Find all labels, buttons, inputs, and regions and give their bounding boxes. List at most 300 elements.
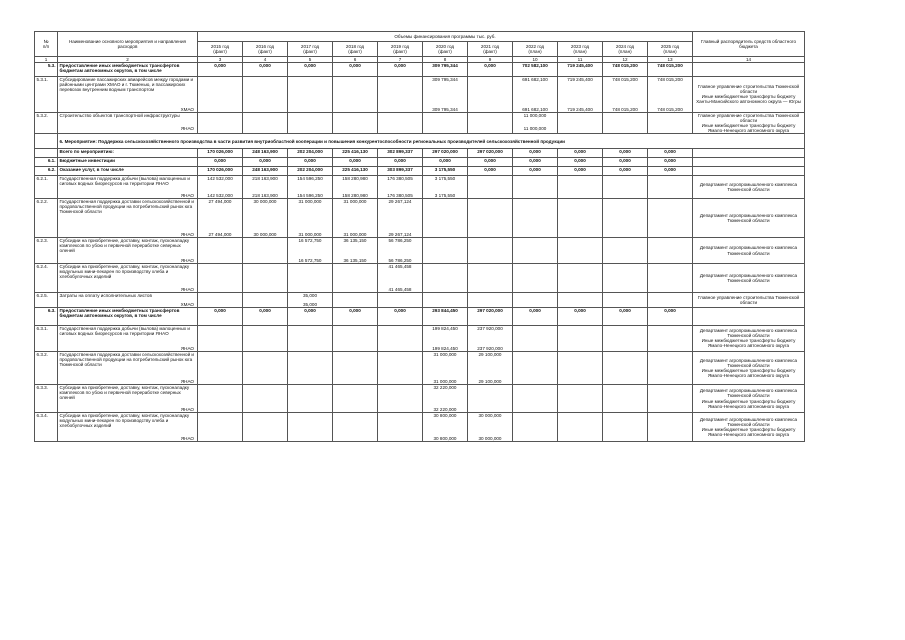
value-cell: 3 175,550 <box>423 167 468 176</box>
value-cell: 0,000 <box>513 167 558 176</box>
value-cell <box>288 263 333 287</box>
value-cell <box>513 263 558 287</box>
table-row <box>35 112 805 126</box>
row-number: 6.3.1. <box>35 326 58 352</box>
value-cell: 142 532,000 <box>198 193 243 199</box>
value-cell <box>513 198 558 232</box>
value-cell: 56 786,250 <box>378 258 423 264</box>
value-cell: 35,000 <box>288 302 333 308</box>
value-cell: 248 163,900 <box>243 149 288 158</box>
value-cell <box>513 326 558 346</box>
table-row <box>35 63 805 77</box>
value-cell: 0,000 <box>468 167 513 176</box>
value-cell <box>603 326 648 346</box>
value-cell <box>513 176 558 193</box>
value-cell <box>198 293 243 302</box>
value-cell: 41 465,458 <box>378 263 423 287</box>
value-cell: 170 026,000 <box>198 149 243 158</box>
value-cell <box>468 112 513 126</box>
header-year: 2018 год (факт) <box>333 42 378 57</box>
value-cell <box>378 412 423 436</box>
value-cell <box>603 238 648 258</box>
value-cell <box>468 198 513 232</box>
value-cell <box>378 385 423 407</box>
value-cell: 702 582,100 <box>513 63 558 77</box>
value-cell: 11 000,000 <box>513 112 558 126</box>
column-number: 7 <box>378 57 423 63</box>
distributor-cell <box>693 158 805 167</box>
value-cell <box>288 436 333 442</box>
value-cell <box>513 412 558 436</box>
value-cell <box>513 385 558 407</box>
value-cell <box>603 126 648 133</box>
value-cell <box>243 126 288 133</box>
value-cell: 303 899,337 <box>378 167 423 176</box>
value-cell: 0,000 <box>648 149 693 158</box>
column-number: 14 <box>693 57 805 63</box>
header-year: 2015 год (факт) <box>198 42 243 57</box>
value-cell <box>378 77 423 107</box>
distributor-cell <box>693 63 805 77</box>
value-cell <box>648 385 693 407</box>
value-cell <box>198 77 243 107</box>
value-cell <box>198 238 243 258</box>
value-cell: 0,000 <box>288 158 333 167</box>
value-cell: 297 020,000 <box>468 149 513 158</box>
value-cell <box>243 385 288 407</box>
value-cell <box>558 176 603 193</box>
value-cell: 176 380,505 <box>378 193 423 199</box>
distributor-cell: Департамент агропромышленного комплекса Тюменской области Иные межбюджетные трансферты бюджету Ямало-Ненецкого автономного округа <box>693 412 805 442</box>
value-cell: 158 280,980 <box>333 193 378 199</box>
value-cell <box>468 126 513 133</box>
value-cell <box>378 112 423 126</box>
value-cell <box>378 351 423 379</box>
distributor-cell: Департамент агропромышленного комплекса Тюменской области Иные межбюджетные трансферты бюджету Ямало-Ненецкого автономного округа <box>693 326 805 352</box>
value-cell: 0,000 <box>243 63 288 77</box>
value-cell: 56 786,250 <box>378 238 423 258</box>
table-row <box>35 308 805 326</box>
value-cell <box>333 385 378 407</box>
value-cell <box>333 351 378 379</box>
value-cell: 0,000 <box>333 158 378 167</box>
value-cell <box>243 77 288 107</box>
value-cell: 32 220,000 <box>423 385 468 407</box>
column-number: 3 <box>198 57 243 63</box>
header-year: 2024 год (план) <box>603 42 648 57</box>
value-cell: 3 175,550 <box>423 176 468 193</box>
value-cell: 31 000,000 <box>333 198 378 232</box>
row-number: 6.3.4. <box>35 412 58 442</box>
value-cell <box>468 176 513 193</box>
value-cell <box>513 351 558 379</box>
value-cell: 202 204,000 <box>288 167 333 176</box>
value-cell: 225 416,130 <box>333 149 378 158</box>
table-row <box>35 176 805 193</box>
value-cell: 0,000 <box>603 308 648 326</box>
table-row <box>35 238 805 258</box>
value-cell <box>198 326 243 346</box>
value-cell <box>513 436 558 442</box>
value-cell <box>468 293 513 302</box>
row-name: Предоставление иных межбюджетных трансфертов бюджетам автономных округов, в том числе <box>58 63 198 77</box>
value-cell: 0,000 <box>288 308 333 326</box>
value-cell: 0,000 <box>648 167 693 176</box>
value-cell: 176 380,505 <box>378 176 423 193</box>
value-cell <box>333 263 378 287</box>
table-row <box>35 412 805 436</box>
row-number <box>35 149 58 158</box>
value-cell: 237 920,000 <box>468 326 513 346</box>
value-cell: 199 824,450 <box>423 346 468 352</box>
row-name: Всего по мероприятию: <box>58 149 198 158</box>
value-cell: 0,000 <box>288 63 333 77</box>
section-title: 6. Мероприятие: Поддержка сельскохозяйственного производства в части развития внутриобластной кооперации и повышения конкурентоспособности региональных производителей сельскохозяйственной продукции <box>58 134 805 149</box>
value-cell: 719 245,400 <box>558 77 603 107</box>
value-cell <box>423 112 468 126</box>
row-number: 6.3.2. <box>35 351 58 385</box>
table-row <box>35 293 805 302</box>
row-number: 5.3.2. <box>35 112 58 133</box>
column-number: 12 <box>603 57 648 63</box>
header-distributor: Главный распорядитель средств областного бюджета <box>693 32 805 57</box>
value-cell: 27 494,000 <box>198 232 243 238</box>
value-cell <box>423 198 468 232</box>
value-cell: 0,000 <box>648 308 693 326</box>
distributor-cell: Департамент агропромышленного комплекса Тюменской области <box>693 263 805 293</box>
value-cell <box>198 385 243 407</box>
value-cell <box>603 385 648 407</box>
value-cell <box>513 293 558 302</box>
value-cell: 218 163,900 <box>243 176 288 193</box>
value-cell <box>603 176 648 193</box>
table-row-total <box>35 436 805 442</box>
value-cell: 293 844,450 <box>423 308 468 326</box>
table-cell <box>35 134 58 149</box>
row-number: 6.3.3. <box>35 385 58 413</box>
header-year: 2023 год (план) <box>558 42 603 57</box>
region-label: ЯНАО <box>58 193 198 199</box>
value-cell <box>333 293 378 302</box>
value-cell <box>558 126 603 133</box>
row-number: 6.2.2. <box>35 198 58 238</box>
value-cell: 158 280,980 <box>333 176 378 193</box>
value-cell: 0,000 <box>378 63 423 77</box>
value-cell <box>468 238 513 258</box>
value-cell: 748 015,200 <box>603 63 648 77</box>
row-name: Строительство объектов транспортной инфраструктуры <box>58 112 198 126</box>
value-cell: 0,000 <box>468 158 513 167</box>
value-cell: 29 267,124 <box>378 232 423 238</box>
column-number: 1 <box>35 57 58 63</box>
value-cell: 0,000 <box>198 63 243 77</box>
value-cell <box>423 238 468 258</box>
value-cell: 32 220,000 <box>423 407 468 413</box>
value-cell: 11 000,000 <box>513 126 558 133</box>
value-cell: 719 245,400 <box>558 107 603 113</box>
row-name: Государственная поддержка добычи (вылова) малоценных и сиговых водных биоресурсов на территории ЯНАО <box>58 326 198 346</box>
row-name: Субсидирование пассажирских авиарейсов между городами и районными центрами ХМАО и г. Тюменью, и пассажирских перевозок внутренним водным транспортом <box>58 77 198 107</box>
value-cell: 30 000,000 <box>243 198 288 232</box>
value-cell <box>243 326 288 346</box>
value-cell <box>378 326 423 346</box>
value-cell: 0,000 <box>558 158 603 167</box>
value-cell: 31 000,000 <box>288 198 333 232</box>
value-cell <box>198 351 243 379</box>
column-number: 6 <box>333 57 378 63</box>
table-row <box>35 326 805 346</box>
value-cell: 0,000 <box>513 308 558 326</box>
value-cell <box>243 436 288 442</box>
value-cell <box>558 198 603 232</box>
value-cell: 309 795,344 <box>423 63 468 77</box>
value-cell: 142 532,000 <box>198 176 243 193</box>
value-cell: 0,000 <box>648 158 693 167</box>
value-cell: 297 020,000 <box>468 308 513 326</box>
value-cell: 0,000 <box>468 63 513 77</box>
header-year: 2019 год (факт) <box>378 42 423 57</box>
value-cell <box>423 263 468 287</box>
value-cell <box>333 326 378 346</box>
value-cell: 16 572,750 <box>288 238 333 258</box>
value-cell <box>468 385 513 407</box>
value-cell: 691 682,100 <box>513 107 558 113</box>
value-cell <box>243 351 288 379</box>
value-cell <box>603 293 648 302</box>
value-cell: 30 000,000 <box>468 412 513 436</box>
distributor-cell: Департамент агропромышленного комплекса Тюменской области Иные межбюджетные трансферты бюджету Ямало-Ненецкого автономного округа <box>693 385 805 413</box>
value-cell <box>648 126 693 133</box>
value-cell <box>468 263 513 287</box>
column-number: 13 <box>648 57 693 63</box>
value-cell: 748 015,200 <box>603 107 648 113</box>
value-cell: 0,000 <box>333 63 378 77</box>
value-cell <box>648 238 693 258</box>
region-label: ЯНАО <box>58 379 198 385</box>
table-row <box>35 385 805 407</box>
header-name: Наименование основного мероприятия и направления расходов <box>58 32 198 57</box>
row-name: Предоставление иных межбюджетных трансфертов бюджетам автономных округов, в том числе <box>58 308 198 326</box>
value-cell <box>648 351 693 379</box>
value-cell: 309 795,344 <box>423 107 468 113</box>
value-cell: 0,000 <box>558 167 603 176</box>
column-number: 4 <box>243 57 288 63</box>
value-cell: 0,000 <box>603 167 648 176</box>
value-cell <box>378 126 423 133</box>
value-cell: 170 026,000 <box>198 167 243 176</box>
row-name: Государственная поддержка доставки сельскохозяйственной и продовольственной продукции на потребительский рынок юга Тюменской области <box>58 351 198 379</box>
value-cell: 29 100,000 <box>468 379 513 385</box>
distributor-cell: Главное управление строительства Тюменской области Иные межбюджетные трансферты бюджету Ханты-Мансийского автономного округа — Югры <box>693 77 805 113</box>
value-cell: 29 100,000 <box>468 351 513 379</box>
header-no: № п/п <box>35 32 58 57</box>
value-cell <box>333 436 378 442</box>
table-row <box>35 149 805 158</box>
value-cell: 31 000,000 <box>423 379 468 385</box>
value-cell <box>648 326 693 346</box>
value-cell <box>648 436 693 442</box>
header-year: 2017 год (факт) <box>288 42 333 57</box>
region-label: ЯНАО <box>58 126 198 133</box>
row-number: 6.1. <box>35 158 58 167</box>
value-cell: 27 494,000 <box>198 198 243 232</box>
value-cell <box>558 326 603 346</box>
distributor-cell: Департамент агропромышленного комплекса Тюменской области <box>693 238 805 264</box>
value-cell: 0,000 <box>243 308 288 326</box>
value-cell: 16 572,750 <box>288 258 333 264</box>
value-cell <box>603 351 648 379</box>
value-cell <box>558 238 603 258</box>
value-cell: 154 596,250 <box>288 193 333 199</box>
value-cell <box>603 263 648 287</box>
value-cell <box>333 112 378 126</box>
row-name: Субсидии на приобретение, доставку, монтаж, пусконаладку модульных мини-пекарен по производству хлеба и хлебобулочных изделий <box>58 412 198 436</box>
table-row <box>35 77 805 107</box>
region-label: ХМАО <box>58 107 198 113</box>
column-number: 9 <box>468 57 513 63</box>
distributor-cell <box>693 308 805 326</box>
column-number: 10 <box>513 57 558 63</box>
value-cell: 0,000 <box>558 308 603 326</box>
row-name: Субсидии на приобретение, доставку, монтаж, пусконаладку комплексов по убою и первичной переработке северных оленей <box>58 385 198 407</box>
table-row <box>35 263 805 287</box>
value-cell <box>333 412 378 436</box>
region-label: ЯНАО <box>58 258 198 264</box>
value-cell: 154 596,250 <box>288 176 333 193</box>
row-name: Субсидии на приобретение, доставку, монтаж, пусконаладку комплексов по убою и первичной переработке северных оленей <box>58 238 198 258</box>
header-year: 2025 год (план) <box>648 42 693 57</box>
value-cell <box>603 412 648 436</box>
value-cell: 691 682,100 <box>513 77 558 107</box>
column-number: 11 <box>558 57 603 63</box>
region-label: ЯНАО <box>58 407 198 413</box>
value-cell: 0,000 <box>198 158 243 167</box>
value-cell <box>603 112 648 126</box>
table-row <box>35 198 805 232</box>
value-cell <box>198 436 243 442</box>
value-cell <box>558 385 603 407</box>
table-row <box>35 167 805 176</box>
value-cell: 297 020,000 <box>423 149 468 158</box>
value-cell: 30 800,000 <box>423 436 468 442</box>
value-cell <box>423 126 468 133</box>
table-row <box>35 158 805 167</box>
value-cell <box>378 293 423 302</box>
distributor-cell: Департамент агропромышленного комплекса Тюменской области <box>693 198 805 238</box>
distributor-cell: Главное управление строительства Тюменской области <box>693 293 805 308</box>
value-cell <box>288 77 333 107</box>
value-cell: 0,000 <box>423 158 468 167</box>
value-cell <box>558 112 603 126</box>
region-label: ЯНАО <box>58 287 198 293</box>
value-cell <box>288 385 333 407</box>
value-cell <box>558 351 603 379</box>
value-cell <box>648 293 693 302</box>
value-cell: 35,000 <box>288 293 333 302</box>
value-cell: 41 465,458 <box>378 287 423 293</box>
distributor-cell <box>693 149 805 158</box>
value-cell: 0,000 <box>513 158 558 167</box>
row-number: 5.3. <box>35 63 58 77</box>
value-cell <box>198 112 243 126</box>
value-cell <box>558 293 603 302</box>
value-cell <box>198 412 243 436</box>
value-cell: 3 175,550 <box>423 193 468 199</box>
value-cell <box>648 198 693 232</box>
header-row <box>35 32 805 42</box>
table-row-total <box>35 126 805 133</box>
value-cell: 0,000 <box>558 149 603 158</box>
row-name: Бюджетные инвестиции <box>58 158 198 167</box>
value-cell: 0,000 <box>513 149 558 158</box>
value-cell <box>198 263 243 287</box>
value-cell: 199 824,450 <box>423 326 468 346</box>
value-cell <box>603 198 648 232</box>
value-cell: 302 899,337 <box>378 149 423 158</box>
header-year: 2016 год (факт) <box>243 42 288 57</box>
distributor-cell: Департамент агропромышленного комплекса Тюменской области Иные межбюджетные трансферты бюджету Ямало-Ненецкого автономного округа <box>693 351 805 385</box>
section-row <box>35 134 805 149</box>
value-cell: 248 163,900 <box>243 167 288 176</box>
value-cell: 30 000,000 <box>243 232 288 238</box>
row-name: Затраты на оплату исполнительных листов <box>58 293 198 302</box>
value-cell <box>378 436 423 442</box>
value-cell <box>603 436 648 442</box>
value-cell: 36 135,150 <box>333 238 378 258</box>
value-cell: 30 800,000 <box>423 412 468 436</box>
value-cell <box>243 263 288 287</box>
row-number: 6.2.3. <box>35 238 58 264</box>
value-cell: 0,000 <box>603 149 648 158</box>
value-cell: 218 163,900 <box>243 193 288 199</box>
value-cell <box>333 77 378 107</box>
column-number: 2 <box>58 57 198 63</box>
value-cell: 29 267,124 <box>378 198 423 232</box>
distributor-cell <box>693 167 805 176</box>
row-name: Государственная поддержка добычи (вылова) малоценных и сиговых водных биоресурсов на территории ЯНАО <box>58 176 198 193</box>
value-cell <box>243 293 288 302</box>
row-name: Государственная поддержка доставки сельскохозяйственной и продовольственной продукции на потребительский рынок юга Тюменской области <box>58 198 198 232</box>
value-cell <box>648 263 693 287</box>
value-cell <box>198 126 243 133</box>
value-cell: 30 000,000 <box>468 436 513 442</box>
value-cell <box>648 412 693 436</box>
row-number: 6.2.1. <box>35 176 58 199</box>
row-number: 5.3.1. <box>35 77 58 113</box>
header-year: 2020 год (факт) <box>423 42 468 57</box>
value-cell: 31 000,000 <box>423 351 468 379</box>
row-number: 6.2.5. <box>35 293 58 308</box>
header-funding: Объемы финансирования программы тыс. руб. <box>198 32 693 42</box>
value-cell: 748 015,200 <box>648 107 693 113</box>
value-cell: 0,000 <box>378 308 423 326</box>
value-cell <box>288 126 333 133</box>
value-cell: 748 015,200 <box>648 63 693 77</box>
value-cell: 237 920,000 <box>468 346 513 352</box>
region-label: ЯНАО <box>58 436 198 442</box>
header-year: 2022 год (план) <box>513 42 558 57</box>
distributor-cell: Главное управление строительства Тюменской области Иные межбюджетные трансферты бюджету Ямало-Ненецкого автономного округа <box>693 112 805 133</box>
value-cell <box>648 112 693 126</box>
distributor-cell: Департамент агропромышленного комплекса Тюменской области <box>693 176 805 199</box>
value-cell: 225 416,130 <box>333 167 378 176</box>
value-cell <box>243 112 288 126</box>
region-label: ЯНАО <box>58 232 198 238</box>
region-label: ХМАО <box>58 302 198 308</box>
value-cell <box>288 112 333 126</box>
value-cell <box>648 176 693 193</box>
value-cell <box>288 412 333 436</box>
